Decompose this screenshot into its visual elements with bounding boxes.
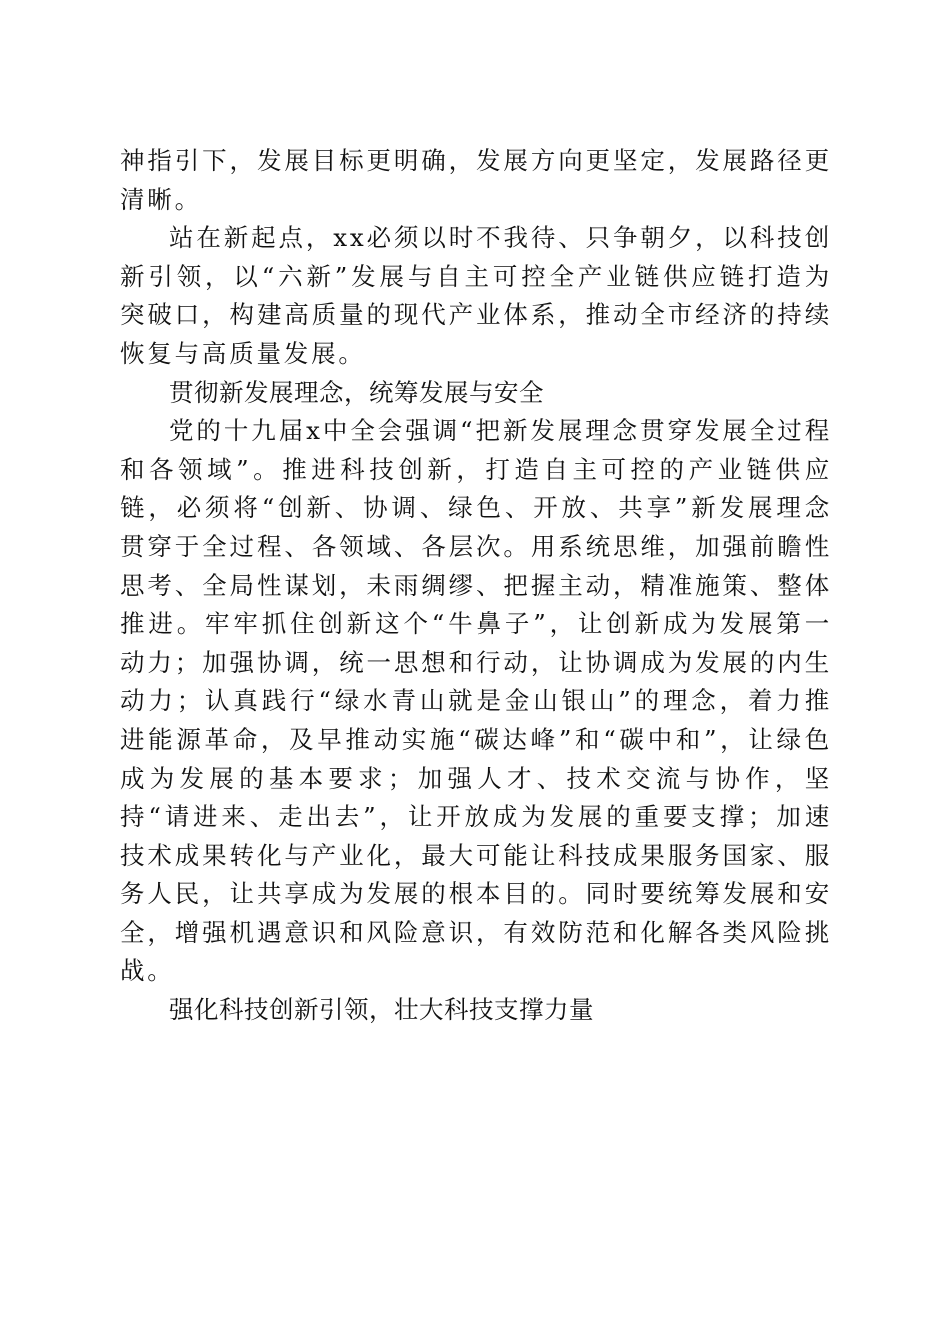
section-heading: 强化科技创新引领，壮大科技支撑力量: [169, 995, 594, 1025]
document-body: [120, 142, 832, 1030]
paragraph-body: 站在新起点，xx必须以时不我待、只争朝夕，以科技创新引领，以“六新”发展与自主可控全产业链供应链打造为突破口，构建高质量的现代产业体系，推动全市经济的持续恢复与高质量发展。: [120, 223, 832, 368]
paragraph-continuation: 神指引下，发展目标更明确，发展方向更坚定，发展路径更清晰。: [120, 146, 832, 214]
paragraph-body: 党的十九届x中全会强调“把新发展理念贯穿发展全过程和各领域”。推进科技创新，打造自主可控的产业链供应链，必须将“创新、协调、绿色、开放、共享”新发展理念贯穿于全过程、各领域、各层次。用系统思维，加强前瞻性思考、全局性谋划，未雨绸缪、把握主动，精准施策、整体推进。牢牢抓住创新这个“牛鼻子”，让创新成为发展第一动力；加强协调，统一思想和行动，让协调成为发展的内生动力；认真践行“绿水青山就是金山银山”的理念，着力推进能源革命，及早推动实施“碳达峰”和“碳中和”，让绿色成为发展的基本要求；加强人才、技术交流与协作，坚持“请进来、走出去”，让开放成为发展的重要支撑；加速技术成果转化与产业化，最大可能让科技成果服务国家、服务人民，让共享成为发展的根本目的。同时要统筹发展和安全，增强机遇意识和风险意识，有效防范和化解各类风险挑战。: [120, 416, 832, 986]
section-heading: 贯彻新发展理念，统筹发展与安全: [169, 377, 544, 407]
